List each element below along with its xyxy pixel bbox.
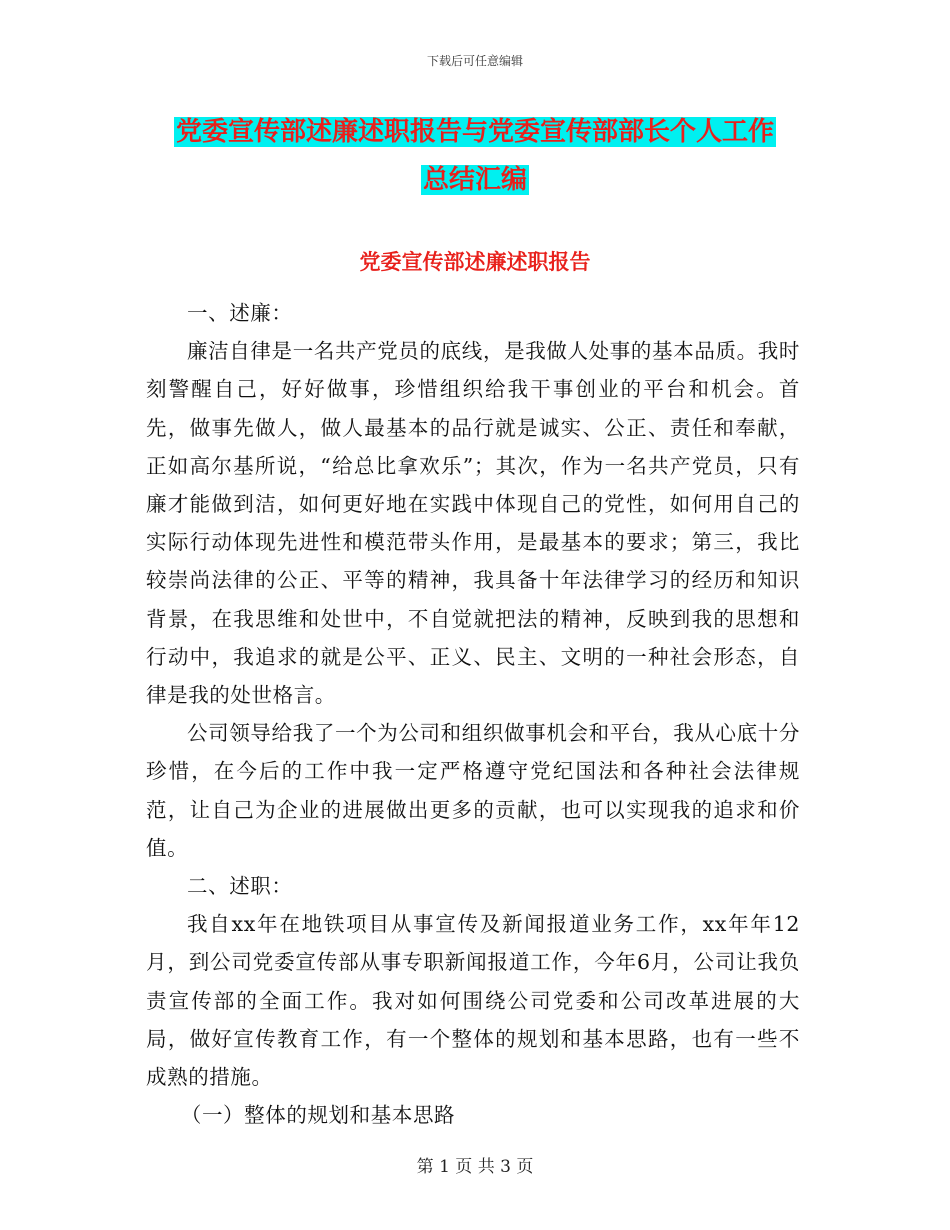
- subheading: （一）整体的规划和基本思路: [180, 1103, 456, 1128]
- section-title: 党委宣传部述廉述职报告: [359, 249, 591, 274]
- page-footer: 第 1 页 共 3 页: [416, 1157, 534, 1177]
- heading-lianjie: 一、述廉：: [187, 301, 293, 325]
- document-title-line-2: 总结汇编: [422, 165, 527, 195]
- page-header: 下载后可任意编辑: [426, 54, 523, 68]
- paragraph: 廉洁自律是一名共产党员的底线，是我做人处事的基本品质。我时刻警醒自己，好好做事，珍惜组织给我干事创业的平台和机会。首先，做事先做人，做人最基本的品行就是诚实、公正、责任和奉献，正如高尔基所说，“给总比拿欢乐”；其次，作为一名共产党员，只有廉才能做到洁，如何更好地在实践中体现自己的党性，如何用自己的实际行动体现先进性和模范带头作用，是最基本的要求；第三，我比较崇尚法律的公正、平等的精神，我具备十年法律学习的经历和知识背景，在我思维和处世中，不自觉就把法的精神，反映到我的思想和行动中，我追求的就是公平、正义、民主、文明的一种社会形态，自律是我的处世格言。: [146, 339, 800, 708]
- document-body: [146, 294, 800, 1134]
- document-title-line-1: 党委宣传部述廉述职报告与党委宣传部部长个人工作: [175, 117, 774, 147]
- heading-shuzhi: 二、述职：: [187, 874, 293, 899]
- paragraph: 公司领导给我了一个为公司和组织做事机会和平台，我从心底十分珍惜，在今后的工作中我一定严格遵守党纪国法和各种社会法律规范，让自己为企业的进展做出更多的贡献，也可以实现我的追求和价值。: [146, 721, 800, 860]
- document-title: [0, 108, 950, 204]
- paragraph: 我自xx年在地铁项目从事宣传及新闻报道业务工作，xx年年12月，到公司党委宣传部从事专职新闻报道工作，今年6月，公司让我负责宣传部的全面工作。我对如何围绕公司党委和公司改革进展的大局，做好宣传教育工作，有一个整体的规划和基本思路，也有一些不成熟的措施。: [146, 912, 800, 1090]
